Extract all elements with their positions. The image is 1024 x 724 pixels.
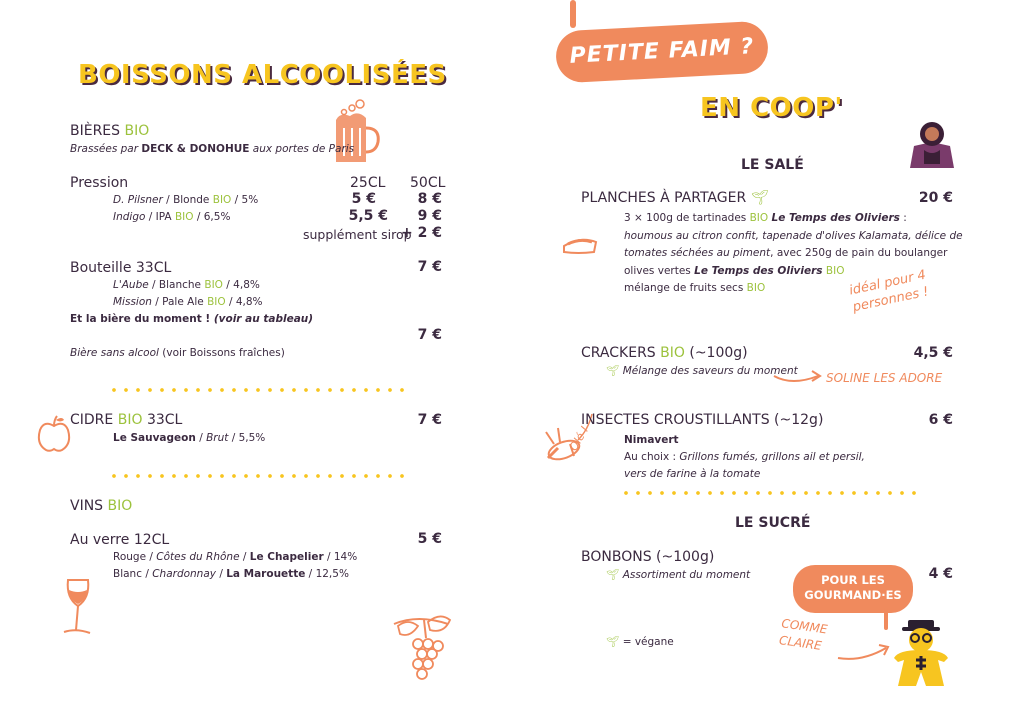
pression-row-1: D. Pilsner / Blonde BIO / 5% — [113, 194, 259, 206]
beer-mug-icon — [330, 98, 384, 168]
insectes-label: INSECTES CROUSTILLANTS (~12g) — [581, 412, 824, 428]
pression-row-1-price-50: 8 € — [417, 191, 442, 207]
note-ole: Olé ! — [566, 423, 592, 454]
pression-row-1-price-25: 5 € — [351, 191, 376, 207]
gourmand-text: POUR LES GOURMAND·ES — [804, 573, 902, 602]
vins-price: 5 € — [417, 531, 442, 547]
section-bieres: BIÈRES BIO — [70, 123, 150, 139]
bouteille-label: Bouteille 33CL — [70, 260, 172, 276]
legend-vegane: 🌱︎ = végane — [606, 636, 674, 648]
pression-row-2: Indigo / IPA BIO / 6,5% — [113, 211, 231, 223]
bouteille-row-2: Mission / Pale Ale BIO / 4,8% — [113, 296, 263, 308]
col-50cl: 50CL — [410, 175, 446, 191]
bonbons-label: BONBONS (~100g) — [581, 549, 715, 565]
bonbons-price: 4 € — [928, 566, 953, 582]
bouteille-row-1: L'Aube / Blanche BIO / 4,8% — [113, 279, 260, 291]
vegan-leaf-icon: 🌱︎ — [606, 569, 620, 581]
vegan-leaf-icon: 🌱︎ — [606, 365, 620, 377]
biere-du-moment: Et la bière du moment ! (voir au tableau) — [70, 313, 314, 325]
bonbons-desc: 🌱︎ Assortiment du moment — [606, 569, 751, 581]
section-le-sucre: LE SUCRÉ — [735, 515, 811, 531]
crackers-price: 4,5 € — [913, 345, 953, 361]
biere-du-moment-price: 7 € — [417, 327, 442, 343]
col-25cl: 25CL — [350, 175, 386, 191]
vegan-leaf-icon: 🌱︎ — [750, 190, 769, 206]
wine-glass-icon — [58, 576, 98, 638]
arrow-icon — [772, 366, 824, 386]
planches-label: PLANCHES À PARTAGER 🌱︎ — [581, 190, 769, 206]
section-vins: VINS BIO — [70, 498, 133, 514]
note-ideal-pour: idéal pour 4 personnes ! — [847, 267, 930, 316]
bouteille-price: 7 € — [417, 259, 442, 275]
bieres-subtitle: Brassées par DECK & DONOHUE aux portes de Paris — [70, 143, 355, 155]
vegan-leaf-icon: 🌱︎ — [606, 636, 620, 648]
planches-price: 20 € — [918, 190, 953, 206]
planches-desc: 3 × 100g de tartinades BIO Le Temps des Oliviers : houmous au citron confit, tapenade d'olives Kalamata, délice de tomates séchées au piment, avec 250g de pain du boulanger olives vertes Le Temps des Oliviers BIO mélange de fruits secs BIO — [624, 212, 963, 294]
page-title-boissons: BOISSONS ALCOOLISÉES — [78, 60, 447, 90]
cidre-row: Le Sauvageon / Brut / 5,5% — [113, 432, 266, 444]
divider-dots — [108, 388, 408, 392]
crackers-desc: 🌱︎ Mélange des saveurs du moment — [606, 365, 798, 377]
pression-row-2-price-50: 9 € — [417, 208, 442, 224]
vin-row-2: Blanc / Chardonnay / La Marouette / 12,5% — [113, 568, 349, 580]
meeple-character-icon — [888, 616, 956, 690]
biere-sans-alcool: Bière sans alcool (voir Boissons fraîches) — [70, 347, 285, 359]
bubble-text: PETITE FAIM ? — [569, 34, 755, 69]
insectes-price: 6 € — [928, 412, 953, 428]
section-le-sale: LE SALÉ — [741, 157, 804, 173]
vins-verre-label: Au verre 12CL — [70, 532, 170, 548]
grapes-icon — [388, 612, 454, 682]
arrow-icon — [836, 640, 894, 664]
divider-dots — [620, 491, 916, 495]
gourmand-bubble — [793, 565, 913, 613]
pression-label: Pression — [70, 175, 129, 191]
tartine-icon — [560, 232, 600, 256]
crackers-label: CRACKERS BIO (~100g) — [581, 345, 748, 361]
vin-row-1: Rouge / Côtes du Rhône / Le Chapelier / 14% — [113, 551, 358, 563]
pression-row-2-price-25: 5,5 € — [348, 208, 388, 224]
sirop-price: + 2 € — [401, 225, 442, 241]
person-avatar-icon — [906, 118, 958, 170]
divider-dots — [108, 474, 408, 478]
cidre-price: 7 € — [417, 412, 442, 428]
insectes-desc: Nimavert Au choix : Grillons fumés, grillons ail et persil, vers de farine à la tomate — [624, 434, 865, 480]
speech-bubble — [555, 20, 769, 83]
sirop-label: supplément sirop — [303, 227, 412, 242]
bubble-tail — [570, 0, 576, 28]
page-title-en-coop: EN COOP' — [700, 93, 843, 123]
note-soline: SOLINE LES ADORE — [826, 371, 943, 385]
section-cidre: CIDRE BIO 33CL — [70, 412, 183, 428]
note-comme-claire: COMME CLAIRE — [778, 616, 829, 653]
apple-icon — [36, 414, 72, 454]
